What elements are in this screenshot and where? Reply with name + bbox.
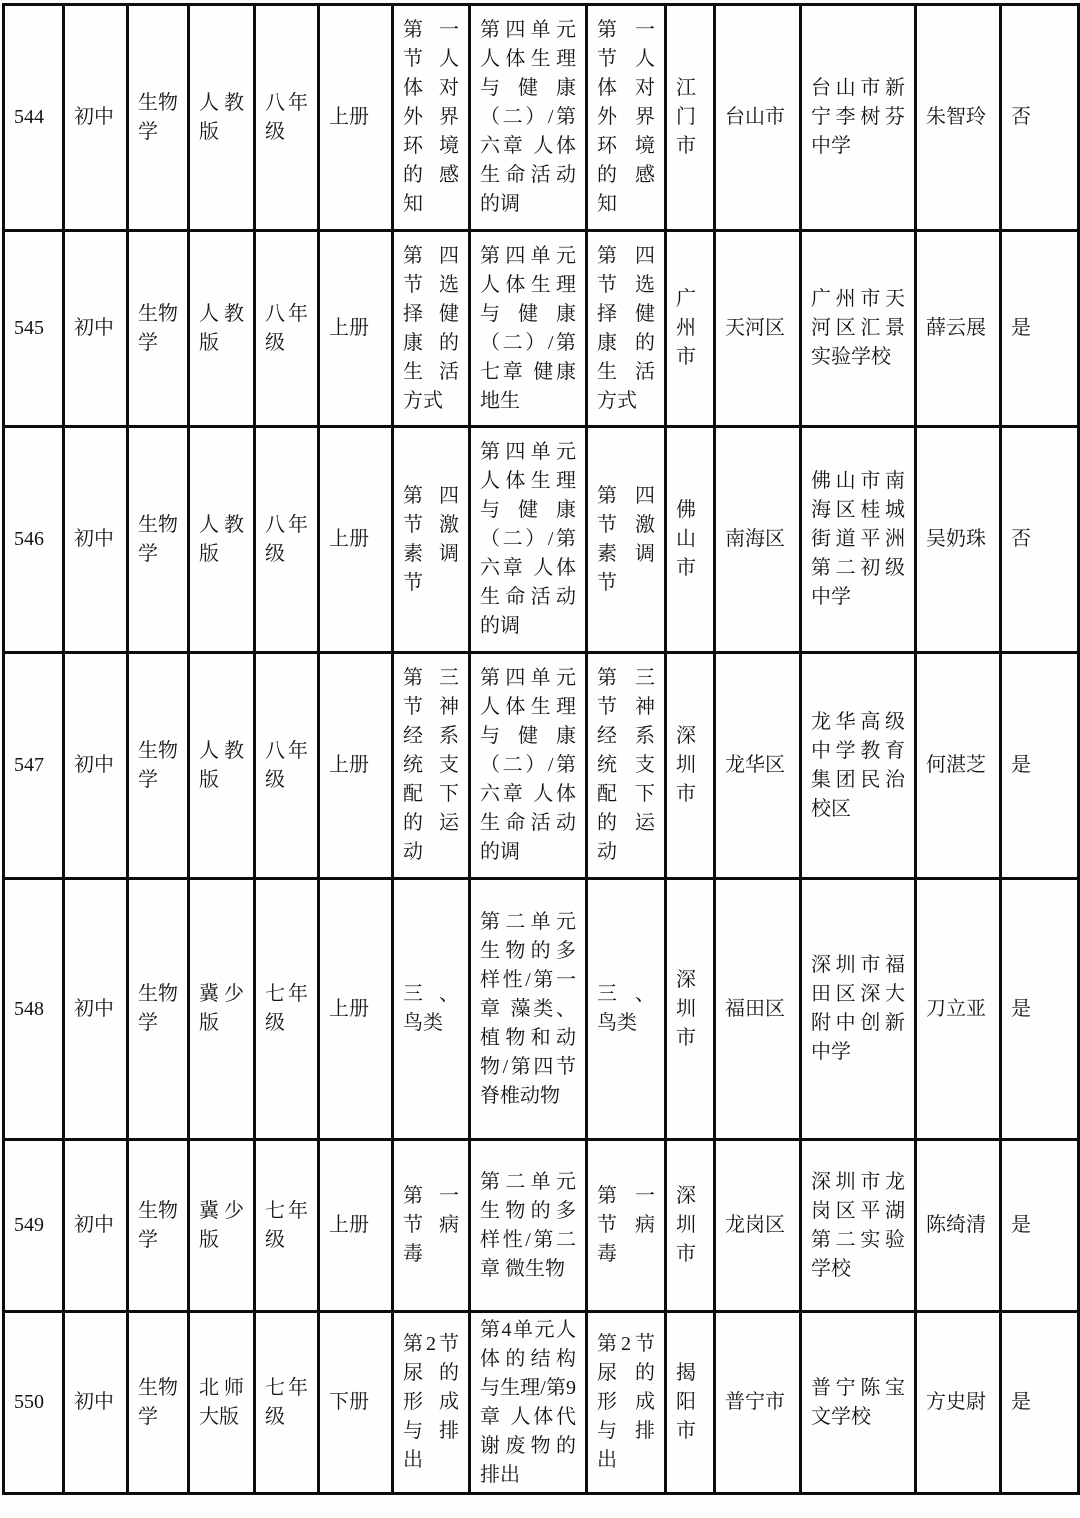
cell-stage: 初中 [64,427,128,653]
cell-lesson-title-repeat: 第2节 尿的形成与排出 [587,1312,666,1494]
cell-serial: 548 [4,879,64,1140]
cell-city: 揭阳市 [666,1312,715,1494]
cell-lesson-title: 第四节 选择健康的生活方式 [393,231,470,427]
cell-volume: 上册 [319,1140,393,1312]
cell-yes-no: 是 [1001,231,1079,427]
cell-stage: 初中 [64,231,128,427]
cell-serial: 544 [4,5,64,231]
cell-subject: 生物学 [128,427,189,653]
cell-subject: 生物学 [128,1312,189,1494]
cell-lesson-title-repeat: 第四节 激素调节 [587,427,666,653]
cell-teacher: 薛云展 [916,231,1001,427]
cell-grade: 七年级 [255,879,319,1140]
lesson-table [2,3,1080,1495]
cell-yes-no: 否 [1001,427,1079,653]
cell-volume: 上册 [319,427,393,653]
table-row [4,1312,1079,1494]
cell-subject: 生物学 [128,5,189,231]
cell-lesson-title-repeat: 第三节 神经系统支配下的运动 [587,653,666,879]
cell-serial: 545 [4,231,64,427]
cell-lesson-title-repeat: 三、鸟类 [587,879,666,1140]
cell-lesson-title-repeat: 第一节 病毒 [587,1140,666,1312]
cell-school: 台山市新宁李树芬中学 [801,5,916,231]
cell-subject: 生物学 [128,231,189,427]
cell-volume: 上册 [319,231,393,427]
cell-subject: 生物学 [128,653,189,879]
cell-serial: 546 [4,427,64,653]
cell-city: 佛山市 [666,427,715,653]
cell-stage: 初中 [64,1140,128,1312]
cell-school: 龙华高级中学教育集团民治校区 [801,653,916,879]
cell-lesson-title: 第一节 人体对外界环境的感知 [393,5,470,231]
cell-city: 江门市 [666,5,715,231]
table-row [4,879,1079,1140]
cell-unit-chapter: 第4单元人体的结构与生理/第9章 人体代谢废物的排出 [470,1312,587,1494]
cell-grade: 八年级 [255,427,319,653]
cell-edition: 人教版 [189,5,255,231]
cell-district: 龙华区 [715,653,801,879]
cell-stage: 初中 [64,653,128,879]
cell-yes-no: 是 [1001,653,1079,879]
cell-unit-chapter: 第二单元生物的多样性/第二章 微生物 [470,1140,587,1312]
cell-district: 南海区 [715,427,801,653]
cell-city: 深圳市 [666,1140,715,1312]
cell-city: 深圳市 [666,879,715,1140]
table-row [4,427,1079,653]
cell-grade: 八年级 [255,653,319,879]
cell-school: 佛山市南海区桂城街道平洲第二初级中学 [801,427,916,653]
cell-yes-no: 是 [1001,1312,1079,1494]
cell-volume: 上册 [319,5,393,231]
cell-district: 天河区 [715,231,801,427]
cell-edition: 人教版 [189,427,255,653]
cell-school: 深圳市福田区深大附中创新中学 [801,879,916,1140]
cell-lesson-title-repeat: 第一节 人体对外界环境的感知 [587,5,666,231]
table-row [4,653,1079,879]
cell-stage: 初中 [64,879,128,1140]
cell-district: 龙岗区 [715,1140,801,1312]
cell-subject: 生物学 [128,879,189,1140]
cell-lesson-title: 第三节 神经系统支配下的运动 [393,653,470,879]
cell-grade: 八年级 [255,5,319,231]
table-row [4,231,1079,427]
cell-teacher: 方史尉 [916,1312,1001,1494]
cell-grade: 七年级 [255,1140,319,1312]
cell-volume: 上册 [319,879,393,1140]
cell-stage: 初中 [64,5,128,231]
cell-edition: 人教版 [189,653,255,879]
cell-unit-chapter: 第四单元人体生理与健康（二）/第六章 人体生命活动的调 [470,5,587,231]
cell-grade: 八年级 [255,231,319,427]
cell-yes-no: 是 [1001,879,1079,1140]
cell-district: 台山市 [715,5,801,231]
cell-serial: 549 [4,1140,64,1312]
cell-district: 福田区 [715,879,801,1140]
cell-city: 深圳市 [666,653,715,879]
cell-serial: 547 [4,653,64,879]
cell-teacher: 朱智玲 [916,5,1001,231]
cell-lesson-title: 第一节 病毒 [393,1140,470,1312]
cell-edition: 冀少版 [189,1140,255,1312]
cell-edition: 人教版 [189,231,255,427]
cell-unit-chapter: 第四单元人体生理与健康（二）/第六章 人体生命活动的调 [470,427,587,653]
cell-district: 普宁市 [715,1312,801,1494]
cell-lesson-title: 第四节 激素调节 [393,427,470,653]
cell-teacher: 吴奶珠 [916,427,1001,653]
cell-yes-no: 否 [1001,5,1079,231]
cell-grade: 七年级 [255,1312,319,1494]
cell-volume: 下册 [319,1312,393,1494]
cell-volume: 上册 [319,653,393,879]
table-row [4,1140,1079,1312]
cell-teacher: 陈绮清 [916,1140,1001,1312]
cell-lesson-title: 第2节 尿的形成与排出 [393,1312,470,1494]
cell-teacher: 何湛芝 [916,653,1001,879]
cell-unit-chapter: 第四单元人体生理与健康（二）/第六章 人体生命活动的调 [470,653,587,879]
cell-teacher: 刀立亚 [916,879,1001,1140]
cell-unit-chapter: 第四单元人体生理与健康（二）/第七章 健康地生 [470,231,587,427]
cell-unit-chapter: 第二单元生物的多样性/第一章 藻类、植物和动物/第四节 脊椎动物 [470,879,587,1140]
cell-city: 广州市 [666,231,715,427]
table-row [4,5,1079,231]
cell-serial: 550 [4,1312,64,1494]
cell-school: 普宁陈宝文学校 [801,1312,916,1494]
cell-stage: 初中 [64,1312,128,1494]
cell-edition: 北师大版 [189,1312,255,1494]
cell-edition: 冀少版 [189,879,255,1140]
cell-lesson-title: 三、鸟类 [393,879,470,1140]
cell-yes-no: 是 [1001,1140,1079,1312]
cell-school: 深圳市龙岗区平湖第二实验学校 [801,1140,916,1312]
cell-school: 广州市天河区汇景实验学校 [801,231,916,427]
cell-lesson-title-repeat: 第四节 选择健康的生活方式 [587,231,666,427]
cell-subject: 生物学 [128,1140,189,1312]
lesson-table-body [4,5,1079,1494]
